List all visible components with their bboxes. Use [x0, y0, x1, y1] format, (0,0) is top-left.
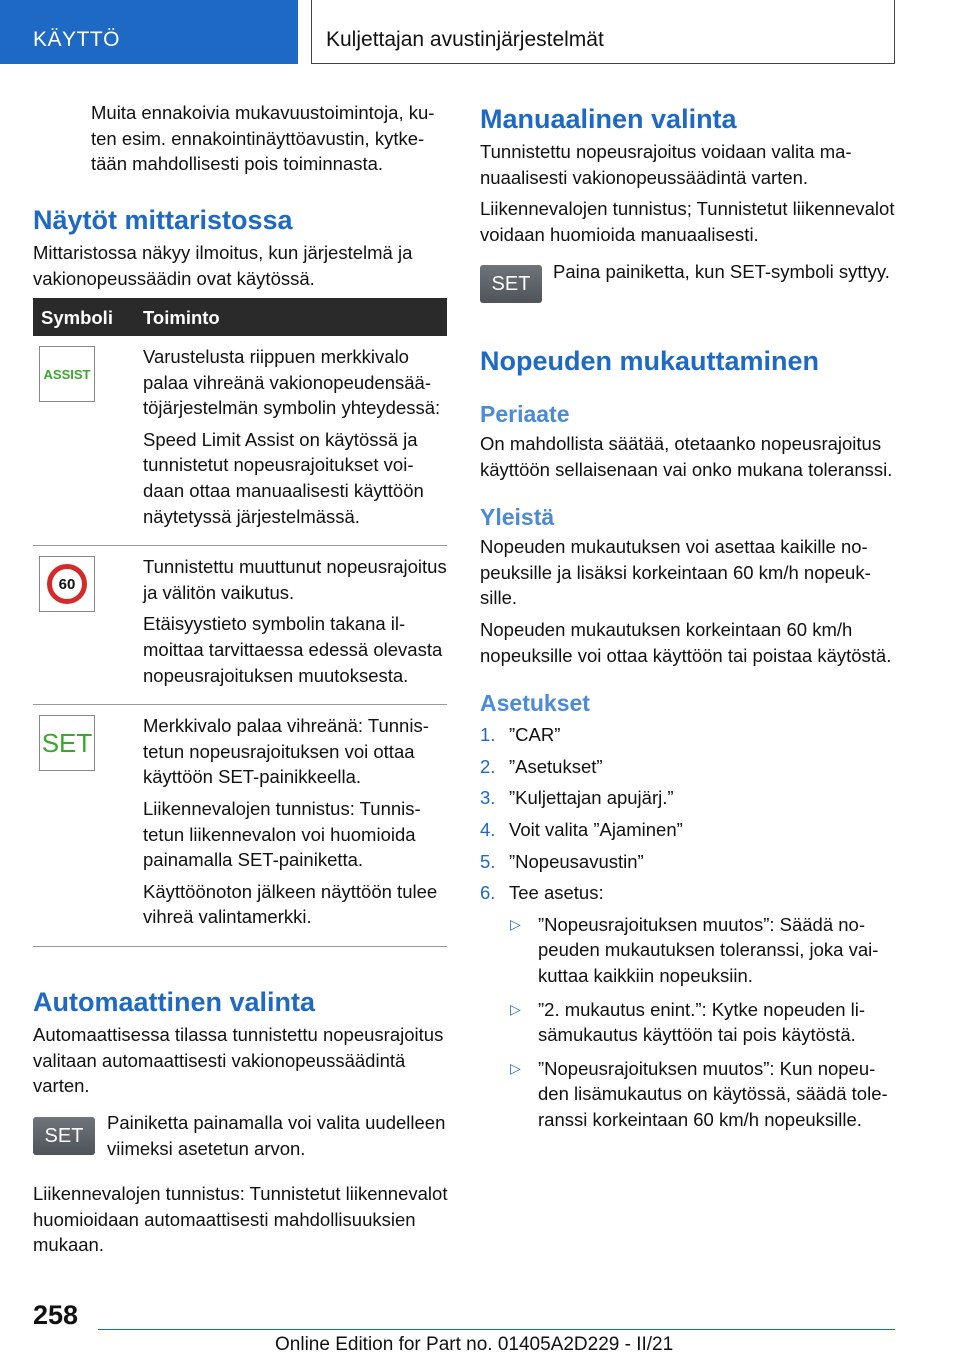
cell-text: Varustelusta riippuen merkkivalo palaa vihreänä vakionopeudensäätöjärjestelmän symbolin yhteydessä: [143, 346, 441, 419]
col-symbol-header: Symboli [41, 307, 113, 328]
adjust-heading: Nopeuden mukauttaminen [480, 346, 820, 376]
list-item: 5. ”Nopeusavustin” [480, 850, 644, 872]
cell-text: Liikennevalojen tunnistus: Tunnistetun liikennevalon voi huomioida painamalla SET-painiketta. [143, 797, 421, 871]
footer-divider [98, 1329, 895, 1330]
list-item: 1. ”CAR” [480, 724, 561, 746]
edition-text: Online Edition for Part no. 01405A2D229 - II/21 [275, 1334, 674, 1355]
manual-btn-block [553, 259, 895, 285]
set-button-icon: SET [33, 1117, 95, 1155]
manual-traffic-text: Liikennevalojen tunnistus; Tunnistetut liikennevalot voidaan huomioida manuaalisesti. [480, 198, 895, 245]
table-cell [143, 705, 447, 946]
sub-list-item: ▷ ”Nopeusrajoituksen muutos”: Säädä nopeuden mukautuksen toleranssi, joka vaikuttaa kaikkiin nopeuksiin. [510, 913, 879, 986]
manual-btn-text: Paina painiketta, kun SET-symboli syttyy. [553, 261, 890, 282]
auto-btn-block [107, 1110, 449, 1161]
display-heading: Näytöt mittaristossa [33, 205, 293, 235]
general-text-2: Nopeuden mukautuksen korkeintaan 60 km/h nopeuksille voi ottaa käyttöön tai poistaa käytöstä. [480, 618, 892, 666]
principle-heading: Periaate [480, 401, 570, 427]
intro-block [91, 100, 451, 177]
auto-section [33, 986, 449, 1099]
auto-text: Automaattisessa tilassa tunnistettu nopeusrajoitus valitaan automaattisesti vakionopeussäädintä varten. [33, 1024, 444, 1097]
triangle-bullet-icon: ▷ [510, 915, 521, 932]
auto-heading: Automaattinen valinta [33, 987, 316, 1017]
symbol-table [33, 298, 447, 947]
cell-text: Tunnistettu muuttunut nopeusrajoitus ja välitön vaikutus. [143, 556, 447, 603]
table-header [33, 298, 447, 336]
adjust-section [480, 345, 895, 1132]
general-heading: Yleistä [480, 504, 555, 531]
sub-list-item: ▷ ”2. mukautus enint.”: Kytke nopeuden lisämukautus käyttöön tai pois käytöstä. [510, 998, 866, 1046]
manual-text: Tunnistettu nopeusrajoitus voidaan valita manuaalisesti vakionopeussäädintä varten. [480, 141, 852, 188]
cell-text: Merkkivalo palaa vihreänä: Tunnistetun nopeusrajoituksen voi ottaa käyttöön SET-painikkeella. [143, 715, 429, 788]
settings-steps [480, 722, 895, 906]
cell-text: Etäisyystieto symbolin takana ilmoittaa tarvittaessa edessä olevasta nopeusrajoituksen muutoksesta. [143, 613, 443, 686]
display-section [33, 204, 449, 291]
speed-limit-icon: 60 [39, 556, 95, 612]
chapter-title: Kuljettajan avustinjärjestelmät [326, 28, 604, 51]
col-function-header: Toiminto [143, 307, 220, 328]
set-green-icon: SET [39, 715, 95, 771]
section-title: KÄYTTÖ [33, 28, 121, 51]
list-item: 2. ”Asetukset” [480, 755, 603, 777]
general-text-1: Nopeuden mukautuksen voi asettaa kaikille nopeuksille ja lisäksi korkeintaan 60 km/h nopeuksille. [480, 536, 871, 609]
auto-btn-text: Painiketta painamalla voi valita uudelleen viimeksi asetetun arvon. [107, 1112, 446, 1159]
list-item: 3. ”Kuljettajan apujärj.” [480, 787, 674, 809]
list-item: 4. Voit valita ”Ajaminen” [480, 818, 683, 840]
sub-list-item: ▷ ”Nopeusrajoituksen muutos”: Kun nopeuden lisämukautus on käytössä, säädä toleranssi korkeintaan 60 km/h nopeuksille. [510, 1057, 888, 1130]
intro-text: Muita ennakoivia mukavuustoimintoja, kuten esim. ennakointinäyttöavustin, kytketään mahdollisesti pois toiminnasta. [91, 102, 435, 175]
list-item: 6. Tee asetus: [480, 882, 604, 904]
table-row [33, 336, 447, 546]
chapter-header [311, 0, 895, 64]
display-text: Mittaristossa näkyy ilmoitus, kun järjestelmä ja vakionopeussäädin ovat käytössä. [33, 242, 413, 289]
section-tab [0, 0, 298, 64]
table-cell [143, 336, 447, 545]
table-cell [143, 546, 447, 704]
set-button-icon: SET [480, 265, 542, 303]
principle-text: On mahdollista säätää, otetaanko nopeusrajoitus käyttöön sellaisenaan vai onko mukana toleranssi. [480, 433, 893, 480]
manual-section [480, 103, 895, 247]
cell-text: Käyttöönoton jälkeen näyttöön tulee vihreä valintamerkki. [143, 880, 438, 928]
auto-traffic-text: Liikennevalojen tunnistus: Tunnistetut liikennevalot huomioidaan automaattisesti mahdollisuuksien mukaan. [33, 1183, 448, 1256]
auto-traffic-block [33, 1181, 449, 1258]
page-number: 258 [33, 1300, 79, 1330]
cell-text: Speed Limit Assist on käytössä ja tunnistetut nopeusrajoitukset voidaan ottaa manuaalisesti käyttöön näytetyssä järjestelmässä. [143, 428, 424, 527]
triangle-bullet-icon: ▷ [510, 1000, 521, 1017]
settings-heading: Asetukset [480, 690, 590, 717]
triangle-bullet-icon: ▷ [510, 1059, 521, 1076]
assist-icon: ASSIST [39, 346, 95, 402]
table-row [33, 705, 447, 947]
table-row [33, 546, 447, 705]
manual-heading: Manuaalinen valinta [480, 104, 737, 134]
